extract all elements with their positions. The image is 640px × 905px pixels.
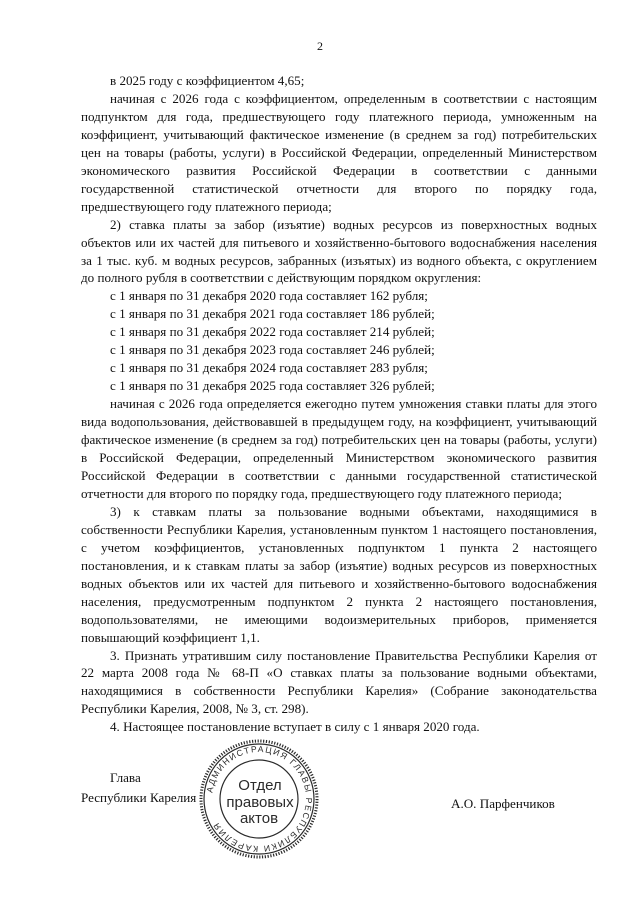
stamp-ring-text: АДМИНИСТРАЦИЯ ГЛАВЫ РЕСПУБЛИКИ КАРЕЛИЯ	[204, 743, 315, 855]
paragraph-coef-2026: начиная с 2026 года с коэффициентом, определенным в соответствии с настоящим подпунктом для года, предшествующего году платежного периода, умноженным на коэффициент, учитывающий фактическое изменение (в среднем за год) потребительских цен на товары (работы, услуги) в Российской Федерации, определенный Министерством экономического развития Российской Федерации в соответствии с данными государственной статистической отчетности для второго по порядку года, предшествующего году платежного периода;	[81, 90, 597, 214]
signatory-title-line2: Республики Карелия	[81, 790, 197, 805]
paragraph-item-2-rate: 2) ставка платы за забор (изъятие) водных ресурсов из поверхностных водных объектов или их частей для питьевого и хозяйственно-бытового водоснабжения населения за 1 тыс. куб. м водных ресурсов, забранных (изъятых) из водного объекта, с округлением до полного рубля в соответствии с действующим порядком округления:	[81, 216, 597, 286]
rate-line-2023: с 1 января по 31 декабря 2023 года составляет 246 рублей;	[110, 342, 435, 358]
rate-line-2021: с 1 января по 31 декабря 2021 года составляет 186 рублей;	[110, 306, 435, 322]
paragraph-point-3-repeal: 3. Признать утратившим силу постановление Правительства Республики Карелия от 22 марта 2008 года № 68-П «О ставках платы за пользование водными объектами, находящимися в собственности Республики Карелия» (Собрание законодательства Республики Карелия, 2008, № 3, ст. 298).	[81, 647, 597, 717]
stamp-center-line1: Отдел	[238, 777, 282, 794]
page-number: 2	[317, 39, 323, 53]
paragraph-item-3-coefficient: 3) к ставкам платы за пользование водными объектами, находящимися в собственности Республики Карелия, установленным пунктом 1 настоящего постановления, с учетом коэффициентов, установленных подпунктом 1 пункта 2 настоящего постановления, и к ставкам платы за забор (изъятие) водных ресурсов из поверхностных водных объектов или их частей для питьевого и хозяйственно-бытового водоснабжения населения, предусмотренным подпунктом 2 пункта 2 настоящего постановления, водопользователями, не имеющими водоизмерительных приборов, применяется повышающий коэффициент 1,1.	[81, 503, 597, 645]
rate-line-2024: с 1 января по 31 декабря 2024 года составляет 283 рубля;	[110, 360, 428, 376]
rate-line-2025: с 1 января по 31 декабря 2025 года составляет 326 рублей;	[110, 378, 435, 394]
stamp-center-line2: правовых	[226, 794, 294, 811]
stamp-center-line3: актов	[239, 810, 279, 827]
legal-department-stamp	[198, 738, 320, 860]
rate-line-2022: с 1 января по 31 декабря 2022 года составляет 214 рублей;	[110, 324, 435, 340]
document-body	[81, 72, 597, 736]
paragraph-coef-2025: в 2025 году с коэффициентом 4,65;	[110, 73, 305, 88]
signatory-title-line1: Глава	[110, 770, 141, 785]
paragraph-rate-2026: начиная с 2026 года определяется ежегодно путем умножения ставки платы для этого вида водопользования, действовавшей в предыдущем году, на коэффициент, учитывающий фактическое изменение (в среднем за год) потребительских цен на товары (работы, услуги) в Российской Федерации, определенный Министерством экономического развития Российской Федерации в соответствии с данными государственной статистической отчетности для второго по порядку года, предшествующего году платежного периода;	[81, 396, 597, 501]
rate-line-2020: с 1 января по 31 декабря 2020 года составляет 162 рубля;	[110, 288, 428, 304]
paragraph-point-4-effective: 4. Настоящее постановление вступает в силу с 1 января 2020 года.	[110, 719, 480, 735]
signatory-name: А.О. Парфенчиков	[451, 796, 555, 811]
